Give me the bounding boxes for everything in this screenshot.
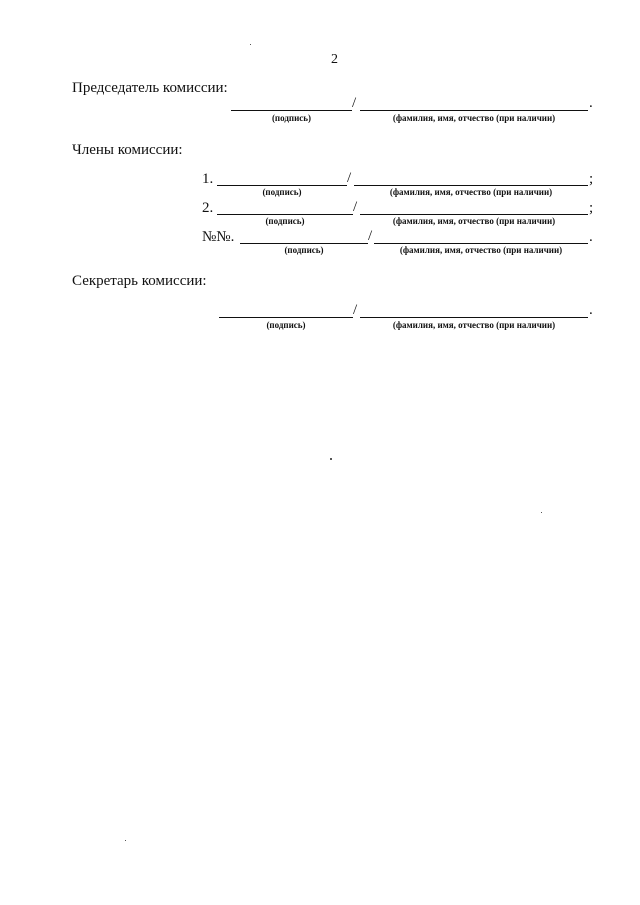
scan-speck xyxy=(125,840,126,841)
member-2-name-line[interactable] xyxy=(360,214,588,215)
member-2-end-mark: ; xyxy=(589,200,594,216)
member-3-signature-line[interactable] xyxy=(240,243,368,244)
member-2-signature-caption: (подпись) xyxy=(265,216,305,226)
member-3-number: №№. xyxy=(202,229,235,245)
secretary-end-mark: . xyxy=(589,302,593,318)
member-1-name-caption: (фамилия, имя, отчество (при наличии) xyxy=(389,187,553,197)
secretary-name-caption: (фамилия, имя, отчество (при наличии) xyxy=(392,320,556,330)
member-2-signature-line[interactable] xyxy=(217,214,353,215)
member-3-name-line[interactable] xyxy=(374,243,588,244)
secretary-slash: / xyxy=(353,302,358,318)
secretary-signature-caption: (подпись) xyxy=(266,320,306,330)
members-heading: Члены комиссии: xyxy=(72,142,183,158)
chairman-signature-line[interactable] xyxy=(231,110,352,111)
member-1-end-mark: ; xyxy=(589,171,594,187)
member-1-signature-caption: (подпись) xyxy=(262,187,302,197)
chairman-name-caption: (фамилия, имя, отчество (при наличии) xyxy=(392,113,556,123)
chairman-name-line[interactable] xyxy=(360,110,588,111)
secretary-signature-line[interactable] xyxy=(219,317,353,318)
chairman-slash: / xyxy=(352,95,357,111)
chairman-heading: Председатель комиссии: xyxy=(72,80,228,96)
member-2-name-caption: (фамилия, имя, отчество (при наличии) xyxy=(392,216,556,226)
member-3-end-mark: . xyxy=(589,229,593,245)
chairman-signature-caption: (подпись) xyxy=(271,113,312,123)
scan-speck xyxy=(330,458,332,460)
secretary-name-line[interactable] xyxy=(360,317,588,318)
member-1-signature-line[interactable] xyxy=(217,185,347,186)
member-1-number: 1. xyxy=(202,171,214,187)
member-3-name-caption: (фамилия, имя, отчество (при наличии) xyxy=(399,245,563,255)
member-3-signature-caption: (подпись) xyxy=(284,245,324,255)
member-1-name-line[interactable] xyxy=(354,185,588,186)
scan-speck xyxy=(250,44,251,45)
member-2-slash: / xyxy=(353,199,358,215)
member-1-slash: / xyxy=(347,170,352,186)
page-number: 2 xyxy=(331,52,338,67)
secretary-heading: Секретарь комиссии: xyxy=(72,273,207,289)
member-2-number: 2. xyxy=(202,200,214,216)
chairman-end-mark: . xyxy=(589,95,593,111)
member-3-slash: / xyxy=(368,228,373,244)
scan-speck xyxy=(541,512,542,513)
